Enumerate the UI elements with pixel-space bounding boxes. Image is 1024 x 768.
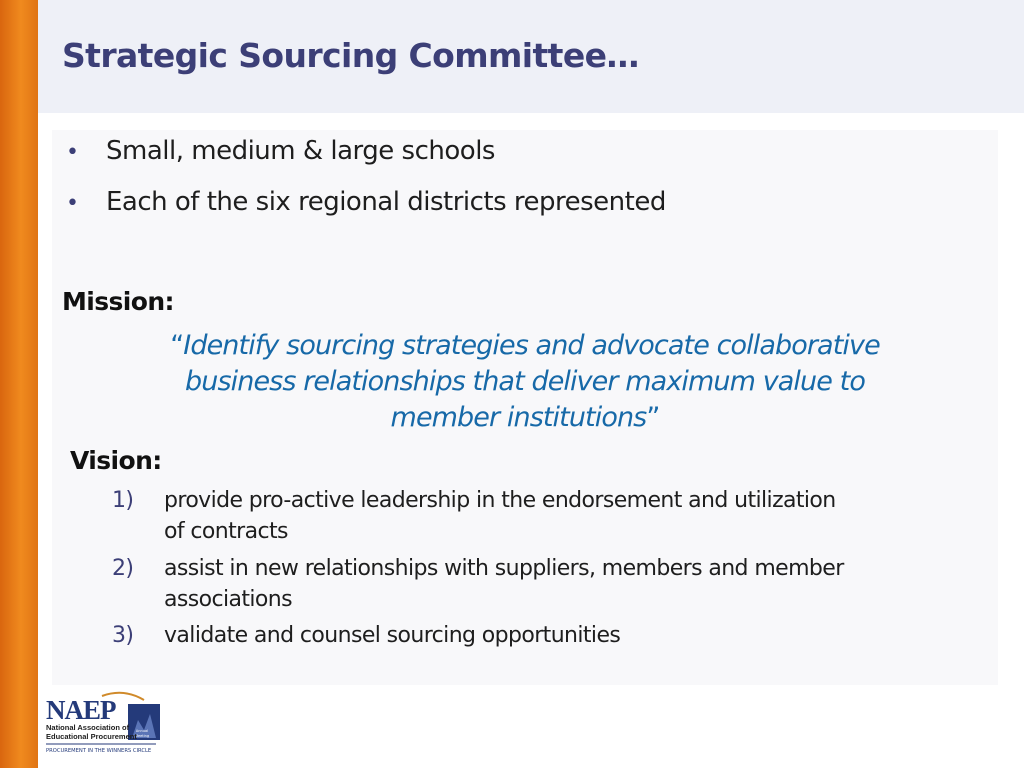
logo-tagline: PROCUREMENT IN THE WINNERS CIRCLE	[46, 748, 152, 754]
vision-list-item	[112, 485, 992, 547]
bullet-item	[60, 136, 495, 166]
bullet-dot-icon: •	[66, 191, 79, 216]
vision-item-text	[164, 485, 992, 547]
mission-quote-line	[52, 364, 998, 400]
mission-quote-text: member institutions	[390, 402, 647, 433]
logo-badge-line2: Meeting	[134, 734, 150, 738]
left-accent-bar	[0, 0, 38, 768]
vision-item-line: validate and counsel sourcing opportunities	[164, 623, 621, 648]
vision-item-line: associations	[164, 587, 292, 612]
list-number: 2)	[112, 556, 134, 581]
list-number: 1)	[112, 488, 134, 513]
bullet-text: Small, medium & large schools	[106, 136, 495, 166]
vision-list-item	[112, 620, 992, 651]
logo-line2: Educational Procurement	[46, 732, 137, 741]
vision-list-item	[112, 553, 992, 615]
logo-badge-line1: Annual	[135, 729, 149, 733]
slide-title: Strategic Sourcing Committee…	[62, 36, 639, 75]
vision-item-line: provide pro-active leadership in the endorsement and utilization	[164, 488, 836, 513]
list-number: 3)	[112, 623, 134, 648]
bullet-dot-icon: •	[66, 140, 79, 165]
vision-item-line: assist in new relationships with suppliers, members and member	[164, 556, 844, 581]
mission-heading: Mission:	[62, 287, 174, 316]
bullet-item	[60, 187, 666, 217]
vision-item-text	[164, 553, 992, 615]
content-panel	[52, 130, 998, 685]
close-quote-mark: ”	[646, 402, 660, 433]
mission-quote	[52, 328, 998, 436]
logo-wordmark: NAEP	[46, 695, 116, 725]
logo-line1: National Association of	[46, 723, 130, 732]
mission-quote-line	[52, 400, 998, 436]
vision-item-line: of contracts	[164, 519, 288, 544]
mission-quote-line	[52, 328, 998, 364]
naep-logo	[44, 690, 166, 756]
open-quote-mark: “	[170, 330, 184, 361]
mission-quote-text: Identify sourcing strategies and advocate collaborative	[183, 330, 880, 361]
bullet-text: Each of the six regional districts represented	[106, 187, 666, 217]
vision-item-text	[164, 620, 992, 651]
mission-quote-text: business relationships that deliver maximum value to	[185, 366, 865, 397]
vision-heading: Vision:	[70, 446, 162, 475]
